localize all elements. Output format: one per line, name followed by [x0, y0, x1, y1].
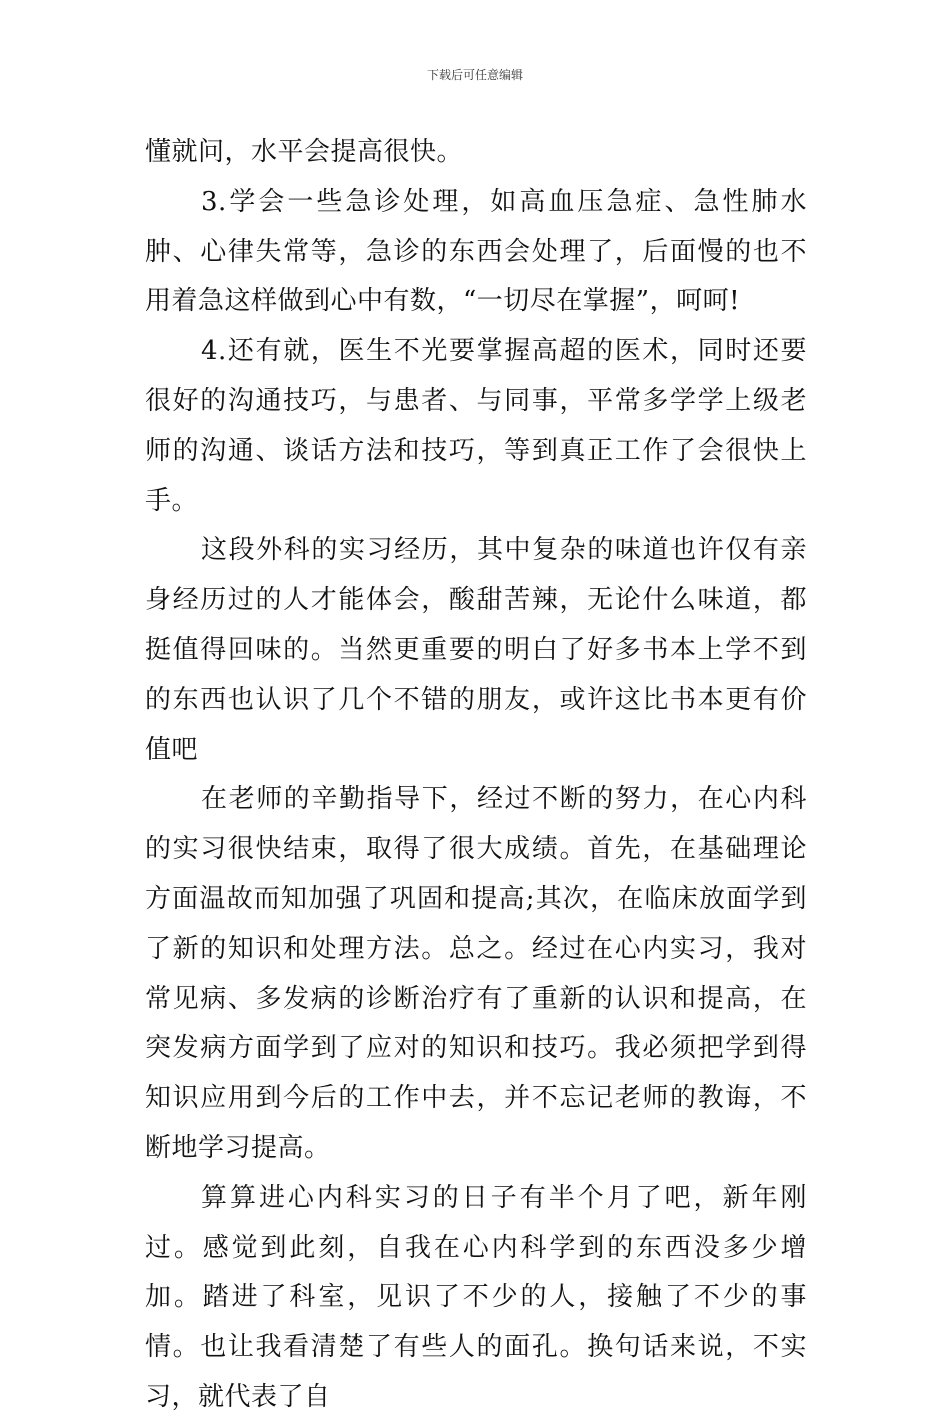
paragraph-cardiology-summary: 在老师的辛勤指导下，经过不断的努力，在心内科的实习很快结束，取得了很大成绩。首先，在基础理论方面温故而知加强了巩固和提高;其次，在临床放面学到了新的知识和处理方法。总之。经过在心内实习，我对常见病、多发病的诊断治疗有了重新的认识和提高，在突发病方面学到了应对的知识和技巧。我必须把学到得知识应用到今后的工作中去，并不忘记老师的教诲，不断地学习提高。	[145, 784, 807, 1163]
paragraph-continuation: 懂就问，水平会提高很快。	[145, 137, 464, 167]
paragraph-item-3: 3.学会一些急诊处理，如高血压急症、急性肺水肿、心律失常等，急诊的东西会处理了，后面慢的也不用着急这样做到心中有数，“一切尽在掌握”，呵呵!	[145, 186, 807, 317]
document-body	[145, 128, 807, 1423]
page-header-note: 下载后可任意编辑	[426, 68, 523, 82]
paragraph-surgery-experience: 这段外科的实习经历，其中复杂的味道也许仅有亲身经历过的人才能体会，酸甜苦辣，无论什么味道，都挺值得回味的。当然更重要的明白了好多书本上学不到的东西也认识了几个不错的朋友，或许这比书本更有价值吧	[145, 535, 807, 765]
paragraph-cardiology-reflection: 算算进心内科实习的日子有半个月了吧，新年刚过。感觉到此刻，自我在心内科学到的东西没多少增加。踏进了科室，见识了不少的人，接触了不少的事情。也让我看清楚了有些人的面孔。换句话来说，不实习，就代表了自	[145, 1182, 807, 1412]
paragraph-item-4: 4.还有就，医生不光要掌握高超的医术，同时还要很好的沟通技巧，与患者、与同事，平常多学学上级老师的沟通、谈话方法和技巧，等到真正工作了会很快上手。	[145, 336, 807, 516]
